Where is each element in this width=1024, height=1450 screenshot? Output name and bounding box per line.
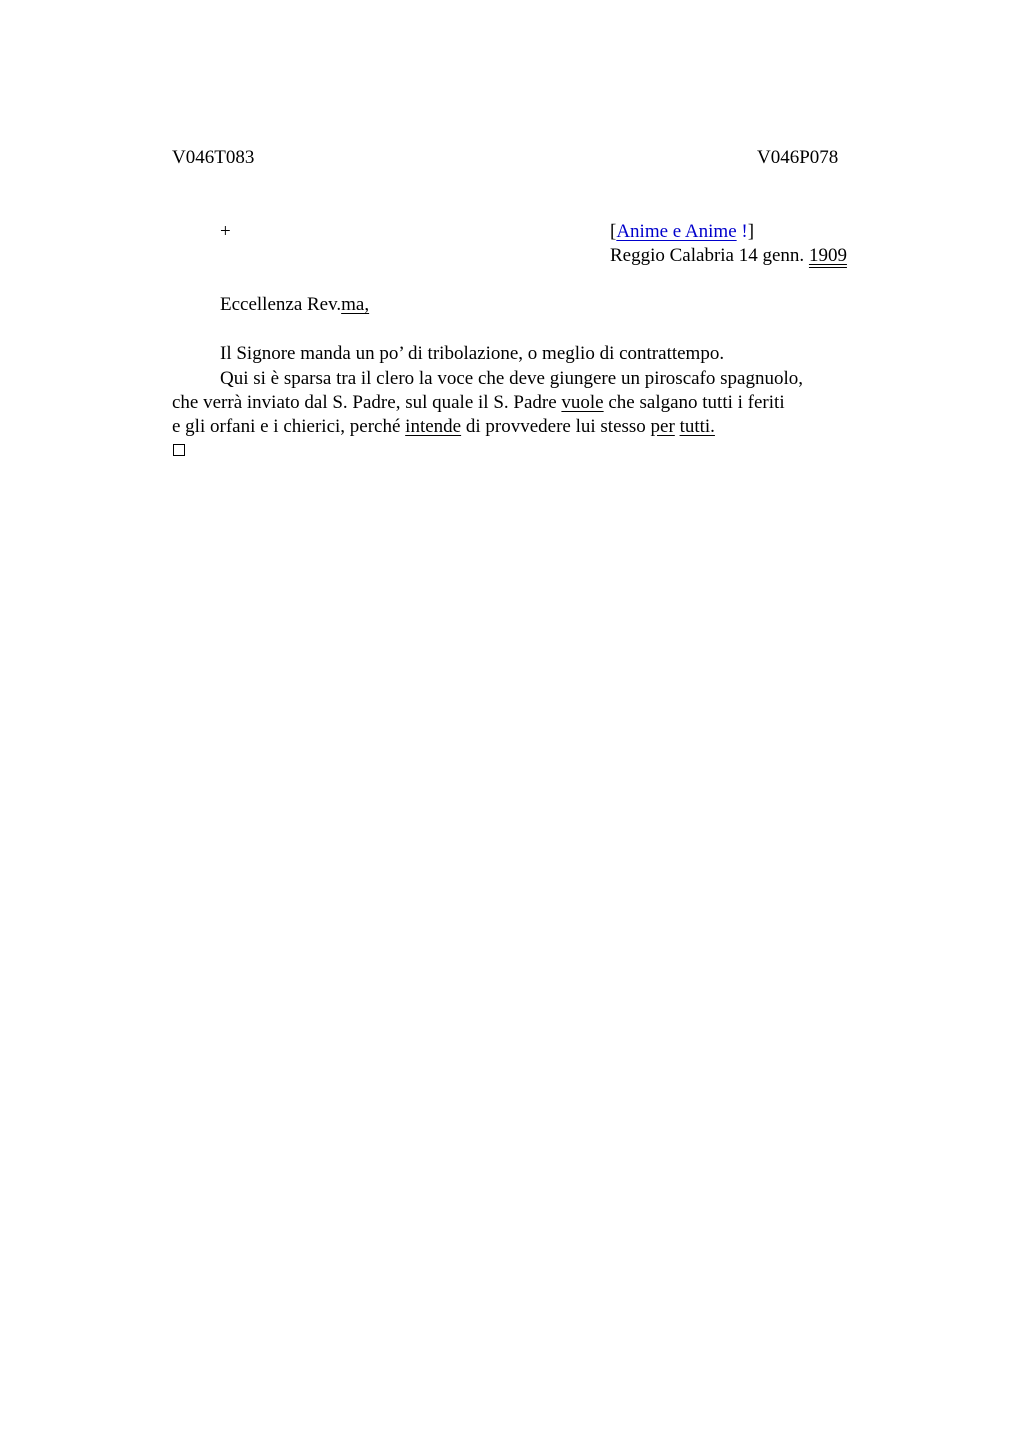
- paragraph-2-line-1: Qui si è sparsa tra il clero la voce che deve giungere un piroscafo spagnuolo,: [220, 368, 803, 389]
- underlined-word-per: per: [650, 416, 675, 437]
- title-exclamation: !: [736, 221, 748, 242]
- document-code-right: V046P078: [757, 147, 839, 168]
- salutation: [220, 293, 369, 317]
- title-link[interactable]: Anime e Anime: [616, 221, 737, 242]
- title-line: [610, 220, 754, 244]
- bracket-close: ]: [747, 221, 755, 242]
- bracket-open: [: [610, 221, 617, 242]
- place-date: Reggio Calabria 14 genn.: [610, 245, 809, 266]
- paragraph-2-line-2: [172, 391, 785, 415]
- text-segment: che verrà inviato dal S. Padre, sul quale il S. Padre: [172, 392, 562, 413]
- paragraph-2-line-3: [172, 415, 715, 439]
- text-segment: che salgano tutti i feriti: [603, 392, 785, 413]
- underlined-word-intende: intende: [405, 416, 462, 437]
- place-date-line: [610, 244, 847, 268]
- underlined-word-tutti: tutti.: [679, 416, 715, 437]
- salutation-suffix: ma,: [341, 294, 370, 315]
- text-segment: e gli orfani e i chierici, perché: [172, 416, 406, 437]
- cross-mark: +: [220, 221, 231, 242]
- paragraph-1: Il Signore manda un po’ di tribolazione, o meglio di contrattempo.: [220, 343, 725, 364]
- text-segment: di provvedere lui stesso: [461, 416, 651, 437]
- document-code-left: V046T083: [172, 147, 255, 168]
- date-year: 1909: [808, 245, 847, 266]
- salutation-prefix: Eccellenza Rev.: [220, 294, 342, 315]
- end-of-text-box-icon: [173, 444, 185, 456]
- underlined-word-vuole: vuole: [561, 392, 604, 413]
